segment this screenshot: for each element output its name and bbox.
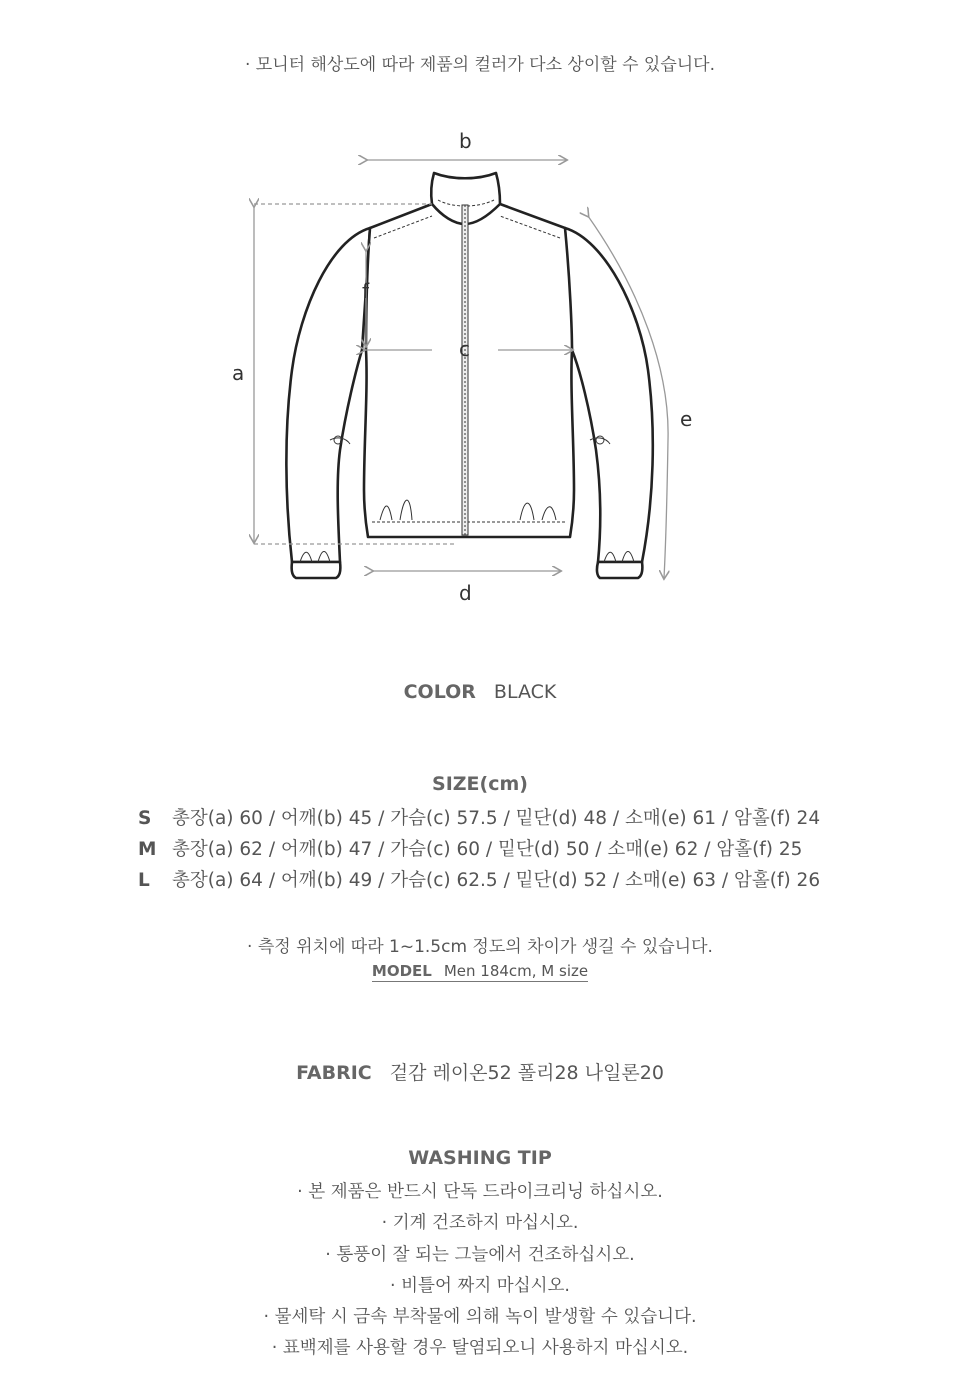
- size-code: L: [138, 870, 150, 891]
- washing-tip-item: · 물세탁 시 금속 부착물에 의해 녹이 발생할 수 있습니다.: [263, 1307, 697, 1327]
- washing-tip-item: · 기계 건조하지 마십시오.: [381, 1213, 579, 1233]
- size-row: [138, 804, 820, 830]
- model-value: Men 184cm, M size: [443, 962, 589, 980]
- washing-tip-title: WASHING TIP: [408, 1147, 552, 1169]
- washing-tip-item: · 본 제품은 반드시 단독 드라이크리닝 하십시오.: [297, 1182, 663, 1202]
- size-code: M: [138, 839, 157, 860]
- color-value: BLACK: [493, 681, 557, 703]
- washing-tip-item: · 표백제를 사용할 경우 탈염되오니 사용하지 마십시오.: [271, 1338, 689, 1358]
- dim-label-a: a: [232, 361, 245, 385]
- monitor-color-notice: · 모니터 해상도에 따라 제품의 컬러가 다소 상이할 수 있습니다.: [245, 55, 715, 75]
- dim-label-f: f: [362, 279, 370, 303]
- washing-tip-item: · 통풍이 잘 되는 그늘에서 건조하십시오.: [325, 1245, 635, 1265]
- fabric-line: [0, 1058, 960, 1085]
- model-info: [0, 962, 960, 982]
- size-measurements: 총장(a) 62 / 어깨(b) 47 / 가슴(c) 60 / 밑단(d) 50 / 소매(e) 62 / 암홀(f) 25: [172, 839, 803, 860]
- size-title: SIZE(cm): [432, 773, 528, 795]
- color-label: COLOR: [403, 681, 476, 703]
- dim-label-d: d: [459, 581, 472, 605]
- color-line: [0, 681, 960, 703]
- jacket-measurement-diagram: [0, 100, 960, 620]
- dim-label-c: c: [459, 337, 470, 361]
- size-code: S: [138, 808, 152, 829]
- size-row: [138, 866, 820, 892]
- measurement-note: · 측정 위치에 따라 1~1.5cm 정도의 차이가 생길 수 있습니다.: [247, 937, 713, 957]
- washing-tip-item: · 비틀어 짜지 마십시오.: [390, 1276, 570, 1296]
- jacket-illustration: [286, 173, 652, 578]
- dim-label-e: e: [680, 407, 693, 431]
- size-row: [138, 835, 802, 861]
- fabric-value: 겉감 레이온52 폴리28 나일론20: [389, 1062, 664, 1084]
- fabric-label: FABRIC: [296, 1062, 372, 1084]
- size-measurements: 총장(a) 64 / 어깨(b) 49 / 가슴(c) 62.5 / 밑단(d) 52 / 소매(e) 63 / 암홀(f) 26: [172, 870, 821, 891]
- model-label: MODEL: [371, 962, 432, 980]
- size-measurements: 총장(a) 60 / 어깨(b) 45 / 가슴(c) 57.5 / 밑단(d) 48 / 소매(e) 61 / 암홀(f) 24: [172, 808, 821, 829]
- dim-label-b: b: [459, 129, 472, 153]
